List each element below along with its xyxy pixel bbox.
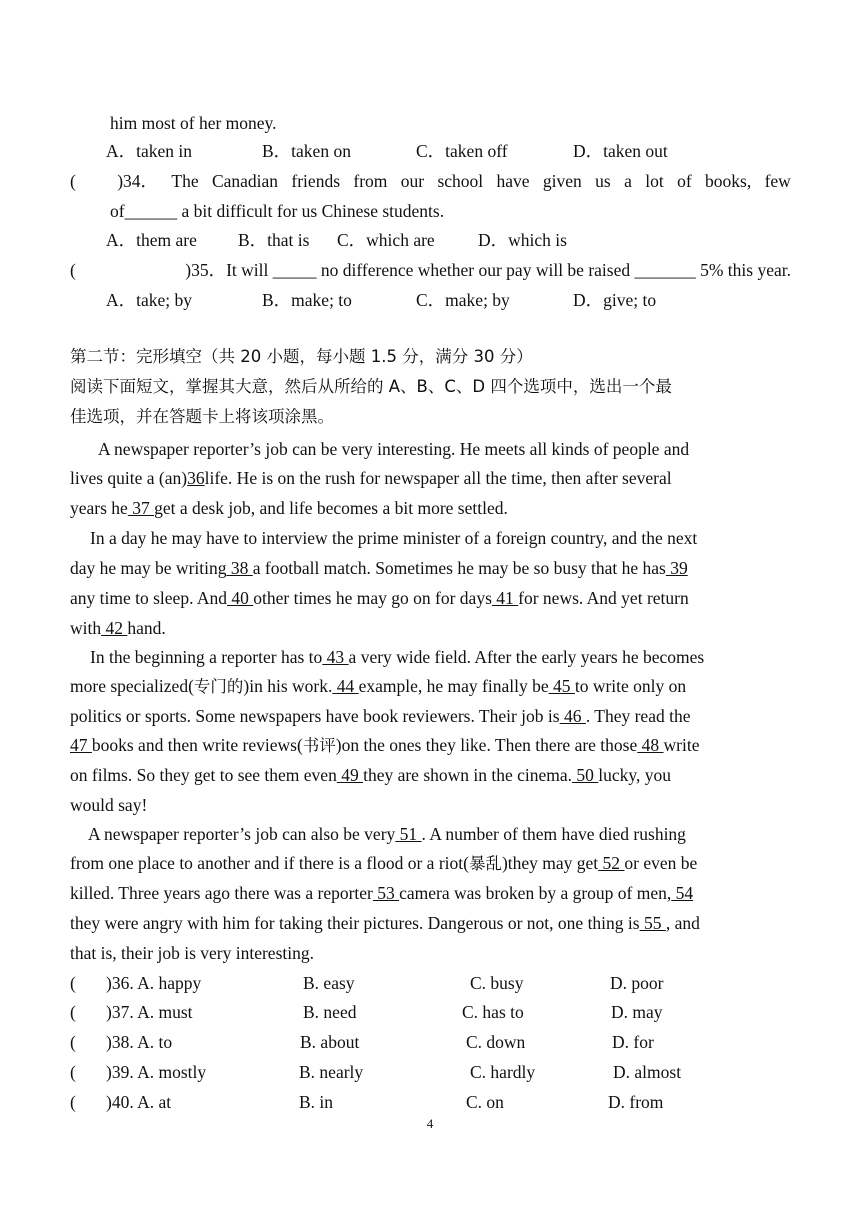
q33-option-b: B．taken on: [262, 141, 351, 161]
blank-39: 39: [665, 558, 688, 578]
passage-text: hand.: [127, 618, 166, 638]
passage-text: any time to sleep. And: [70, 588, 227, 608]
p3-line3: [70, 705, 690, 727]
passage-text: they were angry with him for taking their pictures. Dangerous or not, one thing is: [70, 913, 640, 933]
passage-text: 书评: [302, 736, 336, 755]
passage-text: or even be: [624, 853, 698, 873]
p3-line2: [70, 675, 686, 698]
q38-paren: (: [70, 1032, 76, 1052]
q34-option-b: B．that is: [238, 230, 310, 250]
p4-line3: [70, 882, 693, 904]
passage-text: camera was broken by a group of men,: [399, 883, 672, 903]
q40-option-a: )40. A. at: [106, 1092, 172, 1112]
passage-text: A newspaper reporter’s job can be very interesting. He meets all kinds of people and: [98, 439, 690, 459]
p2-line2: [70, 557, 688, 579]
q33-continuation: him most of her money.: [110, 113, 277, 133]
q34-word: of: [677, 171, 692, 191]
passage-text: A newspaper reporter’s job can also be very: [88, 824, 396, 844]
q34-word: given: [542, 171, 582, 191]
q38-option-a: )38. A. to: [106, 1032, 173, 1052]
q34-word: our: [400, 171, 425, 191]
q34-word: Canadian: [211, 171, 279, 191]
q39-option-a: )39. A. mostly: [106, 1062, 207, 1082]
page-number: 4: [426, 1116, 434, 1131]
passage-text: lives quite a (an): [70, 468, 188, 488]
q34-word: us: [595, 171, 611, 191]
q34-word: have: [496, 171, 530, 191]
blank-45: 45: [548, 676, 575, 696]
q34-word: a: [624, 171, 632, 191]
q40-option-b: B. in: [299, 1092, 334, 1112]
blank-36: 36: [187, 468, 205, 488]
q40-option-c: C. on: [466, 1092, 504, 1112]
p1-line2: [70, 467, 791, 489]
passage-text: example, he may finally be: [358, 676, 549, 696]
q33-option-c: C．taken off: [416, 141, 508, 161]
blank-54: 54: [671, 883, 694, 903]
q34-word: The: [171, 171, 199, 191]
q34-word: friends: [291, 171, 341, 191]
q34-option-a: A．them are: [106, 230, 197, 250]
q33-option-d: D．taken out: [573, 141, 668, 161]
q39-paren: (: [70, 1062, 76, 1082]
passage-text: In the beginning a reporter has to: [90, 647, 323, 667]
passage-text: 专门的: [193, 677, 244, 696]
passage-text: they are shown in the cinema.: [363, 765, 573, 785]
section-instruction-2: 佳选项，并在答题卡上将该项涂黑。: [70, 407, 334, 426]
q40-option-d: D. from: [608, 1092, 664, 1112]
q37-option-a: )37. A. must: [106, 1002, 193, 1022]
passage-text: . They read the: [585, 706, 691, 726]
p4-line4: [70, 912, 700, 934]
q34-paren: (: [70, 171, 76, 191]
passage-text: books and then write reviews(: [91, 735, 303, 755]
q34-word: from: [353, 171, 388, 191]
blank-49: 49: [336, 765, 364, 785]
q34-word: school: [437, 171, 484, 191]
p3-line6: would say!: [70, 795, 148, 815]
p2-line3: [70, 587, 689, 609]
blank-50: 50: [572, 765, 599, 785]
q37-paren: (: [70, 1002, 76, 1022]
q35-option-a: A．take; by: [106, 290, 193, 310]
passage-text: other times he may go on for days: [253, 588, 492, 608]
q35-option-d: D．give; to: [573, 290, 657, 310]
blank-38: 38: [226, 558, 253, 578]
q39-option-b: B. nearly: [299, 1062, 364, 1082]
blank-55: 55: [639, 913, 666, 933]
q34-option-c: C．which are: [337, 230, 435, 250]
blank-37: 37: [127, 498, 155, 518]
q39-option-c: C. hardly: [470, 1062, 536, 1082]
blank-46: 46: [559, 706, 586, 726]
q34-word: books,: [705, 171, 752, 191]
q34-word: )34．: [117, 171, 159, 191]
q35-text: )35．It will _____ no difference whether our pay will be raised _______ 5% this year.: [185, 260, 791, 280]
q38-option-b: B. about: [300, 1032, 360, 1052]
q39-option-d: D. almost: [613, 1062, 682, 1082]
passage-text: from one place to another and if there is a flood or a riot(: [70, 853, 469, 873]
section-title: 第二节：完形填空（共 20 小题，每小题 1.5 分，满分 30 分）: [70, 347, 533, 366]
passage-text: killed. Three years ago there was a reporter: [70, 883, 373, 903]
passage-text: , and: [665, 913, 700, 933]
passage-text: lucky, you: [598, 765, 672, 785]
blank-42: 42: [101, 618, 128, 638]
q33-option-a: A．taken in: [106, 141, 193, 161]
passage-text: )in his work.: [243, 676, 333, 696]
q36-paren: (: [70, 973, 76, 993]
p3-line4: [70, 734, 699, 757]
p4-line2: [70, 852, 697, 875]
passage-text: more specialized(: [70, 676, 194, 696]
passage-text: day he may be writing: [70, 558, 227, 578]
passage-text: years he: [70, 498, 128, 518]
passage-text: get a desk job, and life becomes a bit more settled.: [154, 498, 508, 518]
q34-line2: of______ a bit difficult for us Chinese students.: [110, 201, 445, 221]
q40-paren: (: [70, 1092, 76, 1112]
passage-text: write: [663, 735, 700, 755]
blank-51: 51: [395, 824, 422, 844]
blank-43: 43: [322, 647, 349, 667]
blank-48: 48: [637, 735, 664, 755]
passage-text: politics or sports. Some newspapers have book reviewers. Their job is: [70, 706, 560, 726]
p1-line1: [98, 438, 791, 460]
p3-line1: [90, 646, 704, 668]
p1-line3: [70, 497, 508, 519]
q36-option-a: )36. A. happy: [106, 973, 202, 993]
blank-40: 40: [227, 588, 254, 608]
passage-text: a very wide field. After the early years he becomes: [348, 647, 705, 667]
p4-line5: that is, their job is very interesting.: [70, 943, 314, 963]
q36-option-b: B. easy: [303, 973, 355, 993]
q35-paren: (: [70, 260, 76, 280]
blank-41: 41: [491, 588, 519, 608]
blank-52: 52: [598, 853, 625, 873]
passage-text: with: [70, 618, 102, 638]
q34-word: lot: [645, 171, 664, 191]
q37-option-c: C. has to: [462, 1002, 524, 1022]
q37-option-d: D. may: [611, 1002, 663, 1022]
p2-line4: [70, 617, 166, 639]
p2-line1: [90, 527, 697, 549]
passage-text: on films. So they get to see them even: [70, 765, 337, 785]
passage-text: . A number of them have died rushing: [421, 824, 686, 844]
p3-line5: [70, 764, 671, 786]
q36-option-c: C. busy: [470, 973, 524, 993]
p4-line1: [88, 823, 686, 845]
section-instruction-text: 阅读下面短文，掌握其大意，然后从所给的 A、B、C、D 四个选项中，选出一个最: [70, 377, 672, 396]
q34-option-d: D．which is: [478, 230, 567, 250]
passage-text: )on the ones they like. Then there are those: [335, 735, 638, 755]
blank-47: 47: [70, 735, 92, 755]
passage-text: 暴乱: [468, 854, 502, 873]
q37-option-b: B. need: [303, 1002, 357, 1022]
q34-line1: [70, 170, 791, 192]
q35-option-c: C．make; by: [416, 290, 510, 310]
q36-option-d: D. poor: [610, 973, 664, 993]
passage-text: a football match. Sometimes he may be so busy that he has: [252, 558, 666, 578]
section-instruction-1: [70, 376, 791, 398]
blank-44: 44: [332, 676, 359, 696]
q34-word: few: [764, 171, 791, 191]
passage-text: life. He is on the rush for newspaper all the time, then after several: [204, 468, 672, 488]
passage-text: to write only on: [574, 676, 687, 696]
q35-line: [70, 259, 791, 281]
q38-option-c: C. down: [466, 1032, 526, 1052]
blank-53: 53: [372, 883, 400, 903]
passage-text: )they may get: [501, 853, 599, 873]
q35-option-b: B．make; to: [262, 290, 352, 310]
q38-option-d: D. for: [612, 1032, 654, 1052]
passage-text: for news. And yet return: [518, 588, 689, 608]
passage-text: In a day he may have to interview the prime minister of a foreign country, and the next: [90, 528, 698, 548]
